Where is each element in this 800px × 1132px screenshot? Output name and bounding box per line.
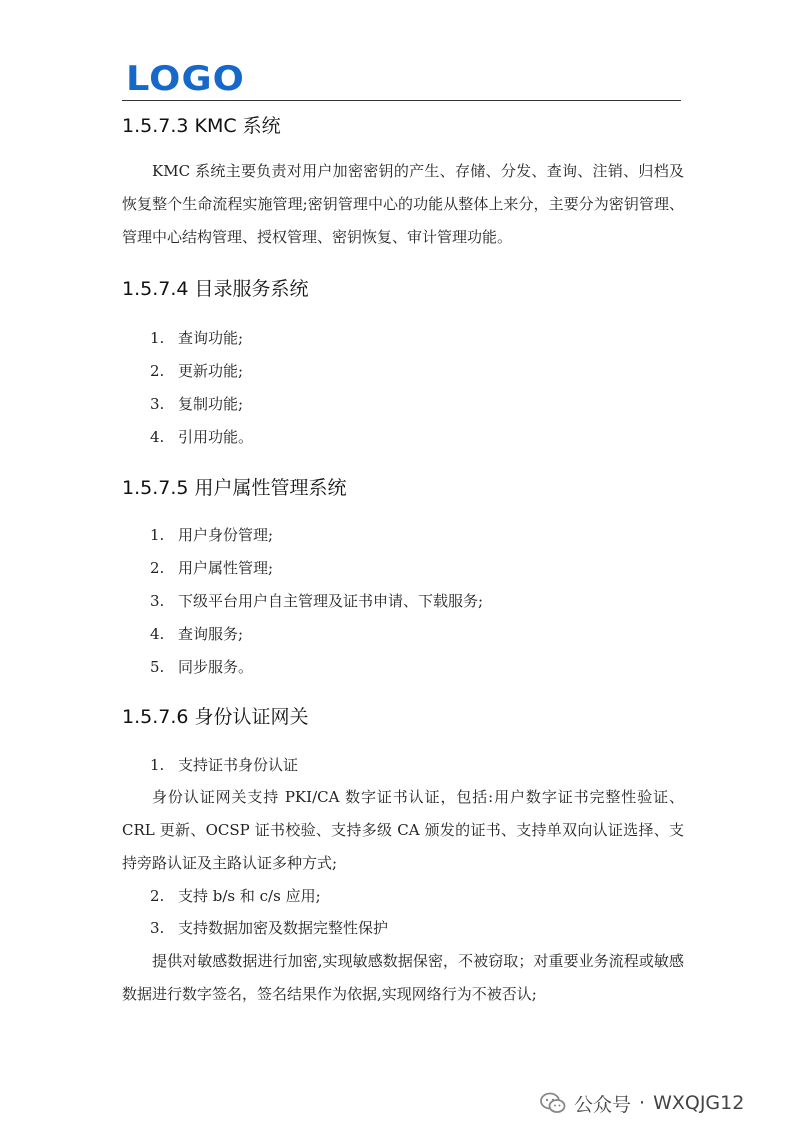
list-text: 同步服务。 [178,658,254,676]
logo: LOGO [126,59,245,99]
section-heading-attr: 1.5.7.5 用户属性管理系统 [122,477,347,499]
list-item [150,427,253,447]
list-item [150,624,243,644]
wechat-watermark [540,1090,744,1116]
kmc-paragraph: KMC 系统主要负责对用户加密密钥的产生、存储、分发、查询、注销、归档及恢复整个生命流程实施管理;密钥管理中心的功能从整体上来分，主要分为密钥管理、管理中心结构管理、授权管理、密钥恢复、审计管理功能。 [122,162,684,246]
list-number: 3. [150,592,165,610]
list-item [150,328,243,348]
list-item [150,591,483,611]
list-number: 2. [150,362,165,380]
account-label: 公众号 [574,1093,632,1116]
list-number: 1. [150,329,165,347]
list-number: 3. [150,395,165,413]
list-text: 用户身份管理; [178,526,274,544]
list-text: 用户属性管理; [178,559,274,577]
list-number: 3. [150,919,165,937]
list-item [150,558,273,578]
list-text: 支持证书身份认证 [178,756,299,774]
gateway-paragraph-2: 提供对敏感数据进行加密,实现敏感数据保密，不被窃取；对重要业务流程或敏感数据进行数字签名，签名结果作为依据,实现网络行为不被否认; [122,952,684,1003]
account-id: WXQJG12 [653,1092,745,1114]
header-rule [122,100,681,101]
list-text: 查询功能; [178,329,244,347]
list-number: 2. [150,559,165,577]
list-text: 更新功能; [178,362,244,380]
list-number: 5. [150,658,165,676]
list-text: 支持数据加密及数据完整性保护 [178,919,389,937]
list-text: 下级平台用户自主管理及证书申请、下载服务; [178,592,484,610]
list-item [150,886,321,906]
list-item [150,525,273,545]
list-item [150,657,253,677]
list-text: 复制功能; [178,395,244,413]
list-number: 2. [150,887,165,905]
list-item [150,755,298,775]
list-item [150,918,388,938]
list-number: 4. [150,428,165,446]
list-number: 1. [150,756,165,774]
section-heading-directory: 1.5.7.4 目录服务系统 [122,278,309,300]
section-heading-gateway: 1.5.7.6 身份认证网关 [122,706,309,728]
gateway-paragraph-1: 身份认证网关支持 PKI/CA 数字证书认证，包括:用户数字证书完整性验证、CRL 更新、OCSP 证书校验、支持多级 CA 颁发的证书、支持单双向认证选择、支持旁路认证及主路认证多种方式; [122,788,684,872]
list-text: 查询服务; [178,625,244,643]
section-heading-kmc: 1.5.7.3 KMC 系统 [122,115,281,137]
list-text: 支持 b/s 和 c/s 应用; [178,887,321,905]
list-text: 引用功能。 [178,428,254,446]
list-item [150,361,243,381]
list-item [150,394,243,414]
wechat-icon [540,1092,566,1114]
list-number: 1. [150,526,165,544]
separator: · [639,1092,646,1114]
list-number: 4. [150,625,165,643]
